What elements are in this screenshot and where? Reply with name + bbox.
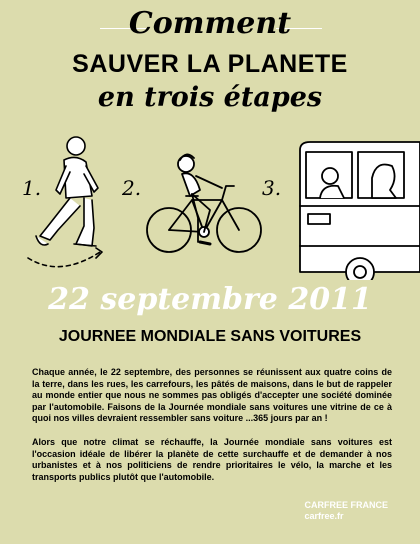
walking-person-icon [28, 137, 102, 267]
cyclist-icon [147, 154, 261, 252]
organization-name: CARFREE FRANCE [304, 500, 388, 510]
title-line-3: en trois étapes [97, 82, 323, 113]
event-date: 22 septembre 2011 [48, 282, 372, 317]
step-number-1: 1. [22, 176, 42, 200]
paragraph-2: Alors que notre climat se réchauffe, la Journée mondiale sans voitures est l'occasion idéale de libérer la planète de cette surchauffe et de demander à nos urbanistes et à nos politiciens de rendre prioritaires le vélo, la marche et les transports publics plutôt que l'automobile. [32, 437, 392, 482]
event-subtitle: JOURNEE MONDIALE SANS VOITURES [58, 328, 362, 345]
organization-credit [304, 500, 388, 522]
step-number-2: 2. [122, 176, 142, 200]
organization-website: carfree.fr [304, 511, 344, 521]
title-line-1: Comment [128, 6, 292, 41]
step-number-3: 3. [262, 176, 282, 200]
bus-icon [300, 142, 420, 280]
title-line-2: SAUVER LA PLANETE [72, 50, 348, 78]
paragraph-1: Chaque année, le 22 septembre, des personnes se réunissent aux quatre coins de la terre, dans les rues, les carrefours, les pâtés de maisons, dans le but de rappeler au monde entier que nous ne sommes pas obligés d'accepter une société dominée par l'automobile. Faisons de la Journée mondiale sans voitures une vitrine de ce à quoi nos villes devraient ressembler sans voiture ...365 jours par an ! [32, 367, 392, 423]
